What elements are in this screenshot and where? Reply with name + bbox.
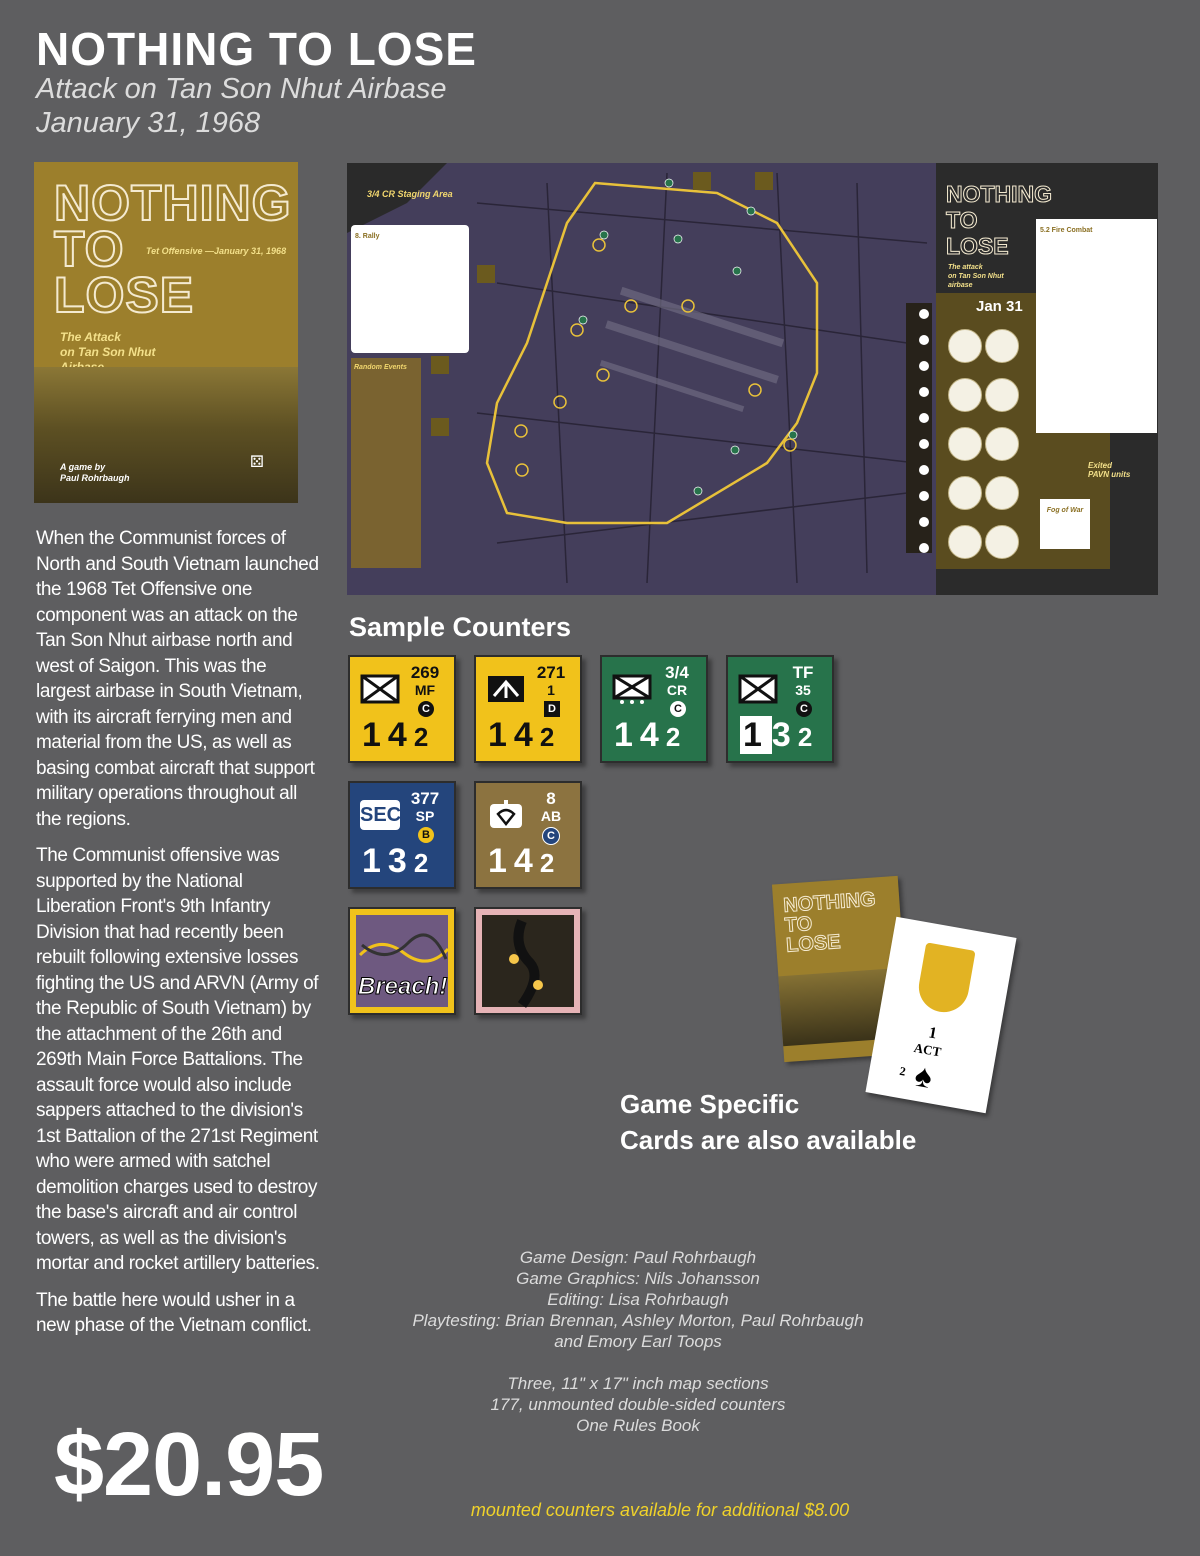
clock-icon (985, 427, 1019, 461)
counter-stat: 1 (488, 842, 514, 880)
counter-stat: 4 (639, 716, 666, 754)
clock-icon (985, 525, 1019, 559)
counter-parent: 35 (795, 682, 811, 698)
act-card-label: ACT (912, 1039, 943, 1060)
random-events-panel (351, 358, 421, 568)
breach-art (356, 915, 448, 1007)
map-side-panel (936, 163, 1158, 595)
price: $20.95 (54, 1415, 324, 1515)
clock-icon (985, 378, 1019, 412)
credit-spacer (388, 1352, 888, 1373)
counter-stat: 2 (665, 722, 688, 752)
rally-header: 8. Rally (355, 233, 380, 240)
fire-combat-panel (1036, 219, 1157, 433)
counter-grade: C (796, 701, 812, 717)
counter-unit-id: TF (792, 663, 814, 682)
mounted-counters-note: mounted counters available for additional $8.00 (470, 1500, 850, 1520)
counter-stat: 4 (513, 842, 540, 880)
cover-credit-line: Paul Rohrbaugh (60, 473, 130, 483)
sample-counters-heading: Sample Counters (349, 612, 572, 642)
counter-stat: 1 (488, 716, 514, 754)
sapper-symbol-icon (486, 674, 526, 704)
barbed-wire-icon (356, 915, 452, 975)
spade-icon: ♠ (912, 1056, 936, 1096)
credit-line: Playtesting: Brian Brennan, Ashley Morton, Paul Rohrbaugh (412, 1311, 864, 1330)
events-header: Random Events (354, 364, 407, 371)
counter-stat: 2 (413, 722, 436, 752)
subtitle-line: Attack on Tan Son Nhut Airbase (36, 73, 447, 105)
counter-unit-id: 271 (536, 663, 566, 682)
airborne-symbol-icon (486, 800, 526, 830)
exited-line: PAVN units (1088, 470, 1131, 479)
sec-symbol-icon: SEC (360, 800, 400, 830)
clock-icon (948, 427, 982, 461)
map-sub-line: on Tan Son Nhut (948, 273, 1004, 280)
counter-parent: AB (540, 808, 562, 824)
mech-cavalry-symbol-icon (612, 674, 652, 704)
counter-unit-id: 3/4 (665, 663, 689, 682)
counter-stat: 2 (797, 722, 820, 752)
rally-panel (351, 225, 469, 353)
clock-icon (948, 476, 982, 510)
map-sub-line: airbase (948, 282, 973, 289)
counter-grade: D (544, 701, 560, 717)
counter-stat: 2 (539, 722, 562, 752)
description-paragraph: The Communist offensive was supported by the National Liberation Front's 9th Infantry Division that had recently been rebuilt following extensive losses fighting the US and ARVN (Army of the Republic of South Vietnam) by the attachment of the 26th and 269th Main Force Battalions. The assault force would also include sappers attached to the division's 1st Battalion of the 271st Regiment who were armed with satchel demolition charges used to destroy the base's aircraft and air control towers, as well as the division's mortar and rocket artillery batteries. (36, 845, 320, 1274)
description-paragraph: The battle here would usher in a new phase of the Vietnam conflict. (36, 1289, 312, 1336)
counter-parent: 1 (547, 682, 555, 698)
act-card-value: 2 (898, 1063, 907, 1079)
act-card-number: 1 (927, 1024, 939, 1043)
map-logo-line: TO (946, 207, 978, 233)
subtitle-date: January 31, 1968 (36, 107, 261, 139)
counter-stat: 3 (387, 842, 414, 880)
counter-stat: 4 (387, 716, 414, 754)
counter-unit-id: 377 (410, 789, 440, 808)
credits-block (388, 1247, 888, 1436)
counter-stats (362, 842, 435, 881)
infantry-symbol-icon (738, 674, 778, 704)
cards-available-text (620, 1086, 916, 1158)
cards-text-line: Cards are also available (620, 1125, 917, 1155)
breach-marker (348, 907, 456, 1015)
unit-crest-icon (915, 942, 976, 1016)
turn-clocks (948, 323, 1022, 568)
thumbnail-title-line: NOTHING (782, 888, 877, 917)
clock-icon (948, 525, 982, 559)
counter-unit-id: 8 (546, 789, 556, 808)
exited-line: Exited (1088, 461, 1113, 470)
credit-line: Editing: Lisa Rohrbaugh (547, 1290, 729, 1309)
thumbnail-title-line: LOSE (785, 930, 842, 957)
counter-grade: B (418, 827, 434, 843)
staging-area-label: 3/4 CR Staging Area (367, 189, 453, 199)
credit-line: Game Graphics: Nils Johansson (516, 1269, 760, 1288)
cover-tagline: Tet Offensive —January 31, 1968 (146, 246, 287, 256)
component-line: One Rules Book (576, 1416, 700, 1435)
description-paragraph: When the Communist forces of North and South Vietnam launched the 1968 Tet Offensive one component was an attack on the Tan Son Nhut airbase north and west of Saigon. This was the largest airbase in South Vietnam, with its aircraft ferrying men and material from the US, as well as basing combat aircraft that support military operations throughout all the regions. (36, 528, 319, 830)
flare-icon (482, 915, 578, 1011)
fog-of-war-box: Fog of War (1040, 499, 1090, 549)
counter-grade: C (670, 701, 686, 717)
counter-stat: 3 (771, 716, 798, 754)
dice-icon: ⚄ (250, 454, 264, 471)
counter-parent: CR (666, 682, 688, 698)
clock-icon (948, 329, 982, 363)
counter-377-sp (348, 781, 456, 889)
counter-parent: MF (414, 682, 436, 698)
page-subtitle (36, 72, 447, 140)
counter-stat: 2 (413, 848, 436, 878)
counter-stat: 2 (539, 848, 562, 878)
counter-stats (740, 716, 819, 755)
component-line: 177, unmounted double-sided counters (490, 1395, 786, 1414)
cover-title-line: LOSE (54, 267, 195, 323)
counter-stat: 1 (362, 716, 388, 754)
infantry-symbol-icon (360, 674, 400, 704)
description-text (36, 526, 321, 1350)
counter-stat: 1 (740, 716, 772, 754)
counter-unit-id: 269 (410, 663, 440, 682)
counter-269-mf (348, 655, 456, 763)
counter-3-4-cr (600, 655, 708, 763)
cover-credit (60, 462, 130, 484)
map-logo-line: LOSE (946, 233, 1009, 259)
cards-text-line: Game Specific (620, 1089, 800, 1119)
credit-line: and Emory Earl Toops (554, 1332, 722, 1351)
counter-grade: C (418, 701, 434, 717)
cover-title-line: TO (54, 221, 125, 277)
turn-date: Jan 31 (976, 298, 1023, 315)
illumination-marker (474, 907, 582, 1015)
counter-stats (362, 716, 435, 755)
breach-label: Breach! (358, 973, 448, 1000)
cover-credit-line: A game by (60, 462, 106, 472)
cover-subtitle-line: The Attack (60, 330, 121, 344)
game-map-image (347, 163, 1158, 595)
counter-stats (614, 716, 687, 755)
counter-8-ab (474, 781, 582, 889)
page-title: NOTHING TO LOSE (36, 23, 477, 75)
clock-icon (948, 378, 982, 412)
illumination-art (482, 915, 574, 1007)
clock-icon (985, 329, 1019, 363)
exited-units-label (1088, 461, 1130, 479)
counter-stat: 1 (362, 842, 388, 880)
map-logo-line: NOTHING (946, 181, 1053, 207)
box-cover-image (34, 162, 298, 503)
counter-stats (488, 842, 561, 881)
fire-combat-header: 5.2 Fire Combat (1040, 227, 1093, 234)
clock-icon (985, 476, 1019, 510)
component-line: Three, 11" x 17" inch map sections (507, 1374, 769, 1393)
counter-grade: C (542, 827, 560, 845)
counter-parent: SP (415, 808, 435, 824)
counter-stats (488, 716, 561, 755)
counter-stat: 4 (513, 716, 540, 754)
counter-stat: 1 (614, 716, 640, 754)
cover-title-line: NOTHING (54, 175, 292, 231)
counter-tf-35 (726, 655, 834, 763)
thumbnail-title (783, 889, 879, 955)
map-sub-line: The attack (948, 264, 983, 271)
map-logo-subtitle (948, 263, 1004, 290)
credit-line: Game Design: Paul Rohrbaugh (519, 1248, 757, 1267)
cover-subtitle-line: on Tan Son Nhut (60, 345, 156, 359)
thumbnail-title-line: TO (784, 912, 813, 937)
counter-271-1 (474, 655, 582, 763)
